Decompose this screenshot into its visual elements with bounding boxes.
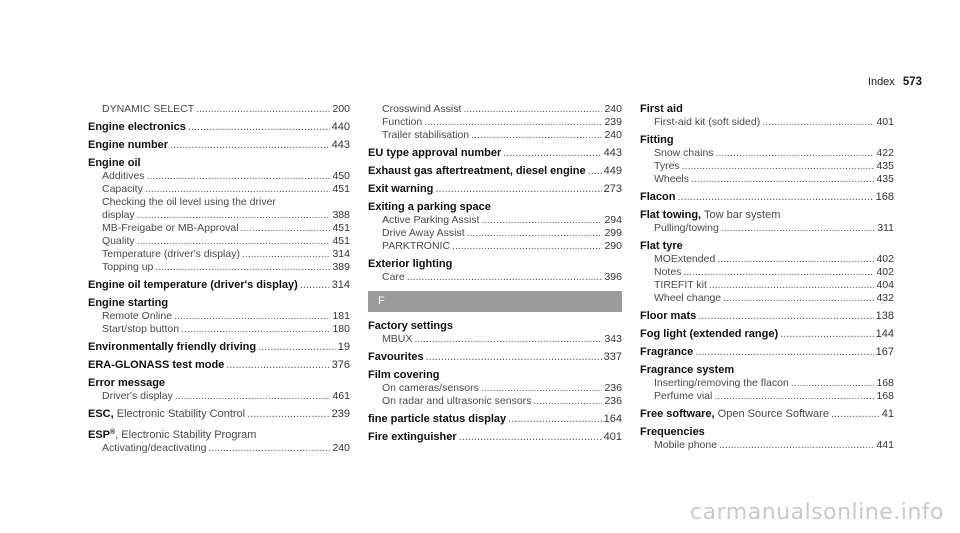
page-ref: 443 bbox=[603, 147, 622, 159]
index-term: ESP bbox=[88, 429, 111, 441]
dot-leader bbox=[300, 279, 330, 292]
page-ref: 314 bbox=[331, 279, 350, 291]
dot-leader bbox=[508, 413, 601, 426]
dot-leader bbox=[426, 351, 602, 364]
index-entry: Engine oil Additives ..... 450 Capacity ..... 451 Checking the oil level using the driver display ..... 388 MB-Freigabe or MB-Approval ..... 451 Quality ..... 451 Temperature (driver's display) ..... 314 Topping up ..... 389 bbox=[88, 157, 350, 274]
index-row: Temperature (driver's display) ..... 314 bbox=[88, 248, 350, 261]
page-ref: 41 bbox=[881, 408, 894, 420]
index-row: Start/stop button ..... 180 bbox=[88, 323, 350, 336]
index-entry bbox=[640, 426, 894, 452]
page-ref: 138 bbox=[875, 310, 894, 322]
index-row: Activating/deactivating ..... 240 bbox=[88, 442, 350, 455]
index-row bbox=[88, 139, 350, 152]
index-row bbox=[88, 279, 350, 292]
dot-leader bbox=[481, 214, 602, 227]
dot-leader bbox=[241, 222, 331, 235]
index-row bbox=[640, 310, 894, 323]
index-row: ESC, Electronic Stability Control ..... 239 bbox=[88, 408, 350, 421]
index-term: Fitting bbox=[640, 134, 674, 146]
index-row: Perfume vial ..... 168 bbox=[640, 390, 894, 403]
index-row: Additives ..... 450 bbox=[88, 170, 350, 183]
index-entry bbox=[368, 183, 622, 196]
index-entry bbox=[88, 341, 350, 354]
dot-leader bbox=[503, 147, 601, 160]
index-term: Fire extinguisher bbox=[368, 431, 457, 443]
index-row: Care ..... 396 bbox=[368, 271, 622, 284]
index-entry bbox=[88, 359, 350, 372]
dot-leader bbox=[721, 222, 875, 235]
index-entry bbox=[640, 310, 894, 323]
dot-leader bbox=[137, 209, 331, 222]
dot-leader bbox=[459, 431, 602, 444]
dot-leader bbox=[435, 183, 601, 196]
index-row: Notes ..... 402 bbox=[640, 266, 894, 279]
dot-leader bbox=[258, 341, 336, 354]
index-term: Free software, bbox=[640, 408, 715, 420]
index-row bbox=[368, 183, 622, 196]
dot-leader bbox=[677, 191, 873, 204]
dot-leader bbox=[698, 310, 873, 323]
index-row bbox=[88, 341, 350, 354]
dot-leader bbox=[188, 121, 330, 134]
index-entry bbox=[640, 346, 894, 359]
dot-leader bbox=[791, 377, 875, 390]
index-term: Environmentally friendly driving bbox=[88, 341, 257, 353]
index-term: Flat towing, bbox=[640, 209, 702, 221]
index-row: Wheel change ..... 432 bbox=[640, 292, 894, 305]
index-row bbox=[640, 328, 894, 341]
page-ref: 401 bbox=[603, 431, 622, 443]
index-row: Driver's display ..... 461 bbox=[88, 390, 350, 403]
index-term: Exiting a parking space bbox=[368, 201, 491, 213]
index-term: Fragrance bbox=[640, 346, 694, 358]
index-entry bbox=[88, 103, 350, 116]
index-term: Fragrance system bbox=[640, 364, 735, 376]
index-row: Function ..... 239 bbox=[368, 116, 622, 129]
index-entry bbox=[368, 320, 622, 346]
dot-leader bbox=[471, 129, 602, 142]
index-term: Favourites bbox=[368, 351, 424, 363]
index-row: TIREFIT kit ..... 404 bbox=[640, 279, 894, 292]
index-entry bbox=[368, 369, 622, 408]
index-entry bbox=[640, 364, 894, 403]
index-row: Snow chains ..... 422 bbox=[640, 147, 894, 160]
dot-leader bbox=[196, 103, 330, 116]
page-ref: 144 bbox=[875, 328, 894, 340]
page-ref: 164 bbox=[603, 413, 622, 425]
section-label: Index bbox=[867, 76, 895, 88]
index-row bbox=[368, 351, 622, 364]
dot-leader bbox=[463, 103, 602, 116]
index-entry: Flat towing, Tow bar system Pulling/towing ..... 311 bbox=[640, 209, 894, 235]
index-row bbox=[88, 359, 350, 372]
dot-leader bbox=[719, 439, 874, 452]
index-entry bbox=[368, 147, 622, 160]
dot-leader bbox=[175, 390, 331, 403]
index-row: display ..... 388 bbox=[88, 209, 350, 222]
dot-leader bbox=[242, 248, 331, 261]
page-ref: 273 bbox=[603, 183, 622, 195]
index-term: Fog light (extended range) bbox=[640, 328, 779, 340]
index-entry bbox=[368, 413, 622, 426]
dot-leader bbox=[716, 147, 875, 160]
index-row: On radar and ultrasonic sensors ..... 236 bbox=[368, 395, 622, 408]
dot-leader bbox=[155, 261, 330, 274]
page-ref: 168 bbox=[875, 191, 894, 203]
index-entry bbox=[640, 103, 894, 129]
index-term: Engine oil temperature (driver's display) bbox=[88, 279, 298, 291]
index-term: ESC, bbox=[88, 408, 114, 420]
index-column-3 bbox=[640, 103, 894, 457]
index-term: First aid bbox=[640, 103, 683, 115]
index-row bbox=[640, 191, 894, 204]
index-row: Pulling/towing ..... 311 bbox=[640, 222, 894, 235]
index-term: Floor mats bbox=[640, 310, 697, 322]
index-row bbox=[368, 431, 622, 444]
index-row bbox=[368, 165, 622, 178]
index-term: ERA-GLONASS test mode bbox=[88, 359, 225, 371]
index-entry bbox=[368, 431, 622, 444]
index-entry: ESP®, Electronic Stability Program Activating/deactivating ..... 240 bbox=[88, 426, 350, 455]
index-row: Mobile phone ..... 441 bbox=[640, 439, 894, 452]
dot-leader bbox=[723, 292, 874, 305]
index-row: PARKTRONIC ..... 290 bbox=[368, 240, 622, 253]
index-row: First-aid kit (soft sided) ..... 401 bbox=[640, 116, 894, 129]
dot-leader bbox=[424, 116, 602, 129]
dot-leader bbox=[709, 279, 875, 292]
page-ref: 440 bbox=[331, 121, 350, 133]
index-row: Quality ..... 451 bbox=[88, 235, 350, 248]
watermark-text: carmanualsonline.info bbox=[690, 500, 944, 525]
dot-leader bbox=[181, 323, 330, 336]
index-row: Trailer stabilisation ..... 240 bbox=[368, 129, 622, 142]
index-row bbox=[88, 121, 350, 134]
page-header bbox=[868, 76, 922, 88]
registered-mark: ® bbox=[110, 429, 116, 436]
index-entry bbox=[640, 240, 894, 305]
index-term: Engine number bbox=[88, 139, 169, 151]
page-ref: 449 bbox=[603, 165, 622, 177]
dot-leader bbox=[481, 382, 603, 395]
index-term: Engine electronics bbox=[88, 121, 186, 133]
index-term: fine particle status display bbox=[368, 413, 507, 425]
index-term: Engine oil bbox=[88, 157, 141, 169]
index-row: MBUX ..... 343 bbox=[368, 333, 622, 346]
index-row: Remote Online ..... 181 bbox=[88, 310, 350, 323]
dot-leader bbox=[682, 160, 875, 173]
index-entry bbox=[368, 351, 622, 364]
dot-leader bbox=[717, 253, 874, 266]
index-row: On cameras/sensors ..... 236 bbox=[368, 382, 622, 395]
index-row bbox=[368, 147, 622, 160]
index-row: Capacity ..... 451 bbox=[88, 183, 350, 196]
dot-leader bbox=[695, 346, 873, 359]
index-entry bbox=[88, 377, 350, 403]
index-entry bbox=[368, 165, 622, 178]
index-term: Flat tyre bbox=[640, 240, 683, 252]
dot-leader bbox=[780, 328, 874, 341]
index-column-2 bbox=[368, 103, 622, 449]
index-row: Tyres ..... 435 bbox=[640, 160, 894, 173]
dot-leader bbox=[467, 227, 603, 240]
index-column-1 bbox=[88, 103, 350, 460]
index-row: MOExtended ..... 402 bbox=[640, 253, 894, 266]
index-row: Drive Away Assist ..... 299 bbox=[368, 227, 622, 240]
page-ref: 167 bbox=[875, 346, 894, 358]
index-row: Free software, Open Source Software ..... 41 bbox=[640, 408, 894, 421]
index-term: Factory settings bbox=[368, 320, 453, 332]
index-term: Frequencies bbox=[640, 426, 705, 438]
page-ref: 337 bbox=[603, 351, 622, 363]
page-ref: 376 bbox=[331, 359, 350, 371]
dot-leader bbox=[452, 240, 602, 253]
index-entry bbox=[368, 201, 622, 253]
dot-leader bbox=[208, 442, 330, 455]
dot-leader bbox=[147, 170, 331, 183]
index-row: Active Parking Assist ..... 294 bbox=[368, 214, 622, 227]
index-entry bbox=[368, 103, 622, 142]
page-ref: 443 bbox=[331, 139, 350, 151]
index-term: Error message bbox=[88, 377, 166, 389]
dot-leader bbox=[414, 333, 602, 346]
index-row: MB-Freigabe or MB-Approval ..... 451 bbox=[88, 222, 350, 235]
page-number: 573 bbox=[902, 76, 922, 88]
page-ref: 19 bbox=[337, 341, 350, 353]
index-term: Exterior lighting bbox=[368, 258, 453, 270]
dot-leader bbox=[691, 173, 874, 186]
index-row: Wheels ..... 435 bbox=[640, 173, 894, 186]
dot-leader bbox=[714, 390, 874, 403]
index-entry bbox=[640, 408, 894, 421]
index-row: Inserting/removing the flacon ..... 168 bbox=[640, 377, 894, 390]
index-term: Film covering bbox=[368, 369, 440, 381]
dot-leader bbox=[533, 395, 602, 408]
dot-leader bbox=[247, 408, 330, 421]
dot-leader bbox=[762, 116, 874, 129]
dot-leader bbox=[588, 165, 602, 178]
index-entry bbox=[640, 191, 894, 204]
dot-leader bbox=[174, 310, 330, 323]
index-row: Crosswind Assist ..... 240 bbox=[368, 103, 622, 116]
dot-leader bbox=[137, 235, 331, 248]
index-row: Topping up ..... 389 bbox=[88, 261, 350, 274]
index-entry bbox=[368, 258, 622, 284]
index-entry bbox=[88, 279, 350, 292]
index-row bbox=[640, 346, 894, 359]
index-row bbox=[368, 413, 622, 426]
dot-leader bbox=[145, 183, 331, 196]
letter-section-header: F bbox=[368, 291, 622, 312]
page-ref: 239 bbox=[331, 408, 350, 420]
dot-leader bbox=[170, 139, 330, 152]
dot-leader bbox=[407, 271, 603, 284]
index-term: Engine starting bbox=[88, 297, 169, 309]
index-entry bbox=[88, 121, 350, 134]
dot-leader bbox=[683, 266, 874, 279]
dot-leader bbox=[226, 359, 329, 372]
index-term: Exhaust gas aftertreatment, diesel engine bbox=[368, 165, 586, 177]
index-entry bbox=[88, 139, 350, 152]
index-term: Exit warning bbox=[368, 183, 434, 195]
index-entry bbox=[640, 328, 894, 341]
dot-leader bbox=[831, 408, 880, 421]
index-subentry: DYNAMIC SELECT ..... 200 bbox=[88, 103, 350, 116]
index-entry bbox=[640, 134, 894, 186]
index-entry bbox=[88, 408, 350, 421]
index-term: Flacon bbox=[640, 191, 676, 203]
index-entry bbox=[88, 297, 350, 336]
index-term: EU type approval number bbox=[368, 147, 502, 159]
